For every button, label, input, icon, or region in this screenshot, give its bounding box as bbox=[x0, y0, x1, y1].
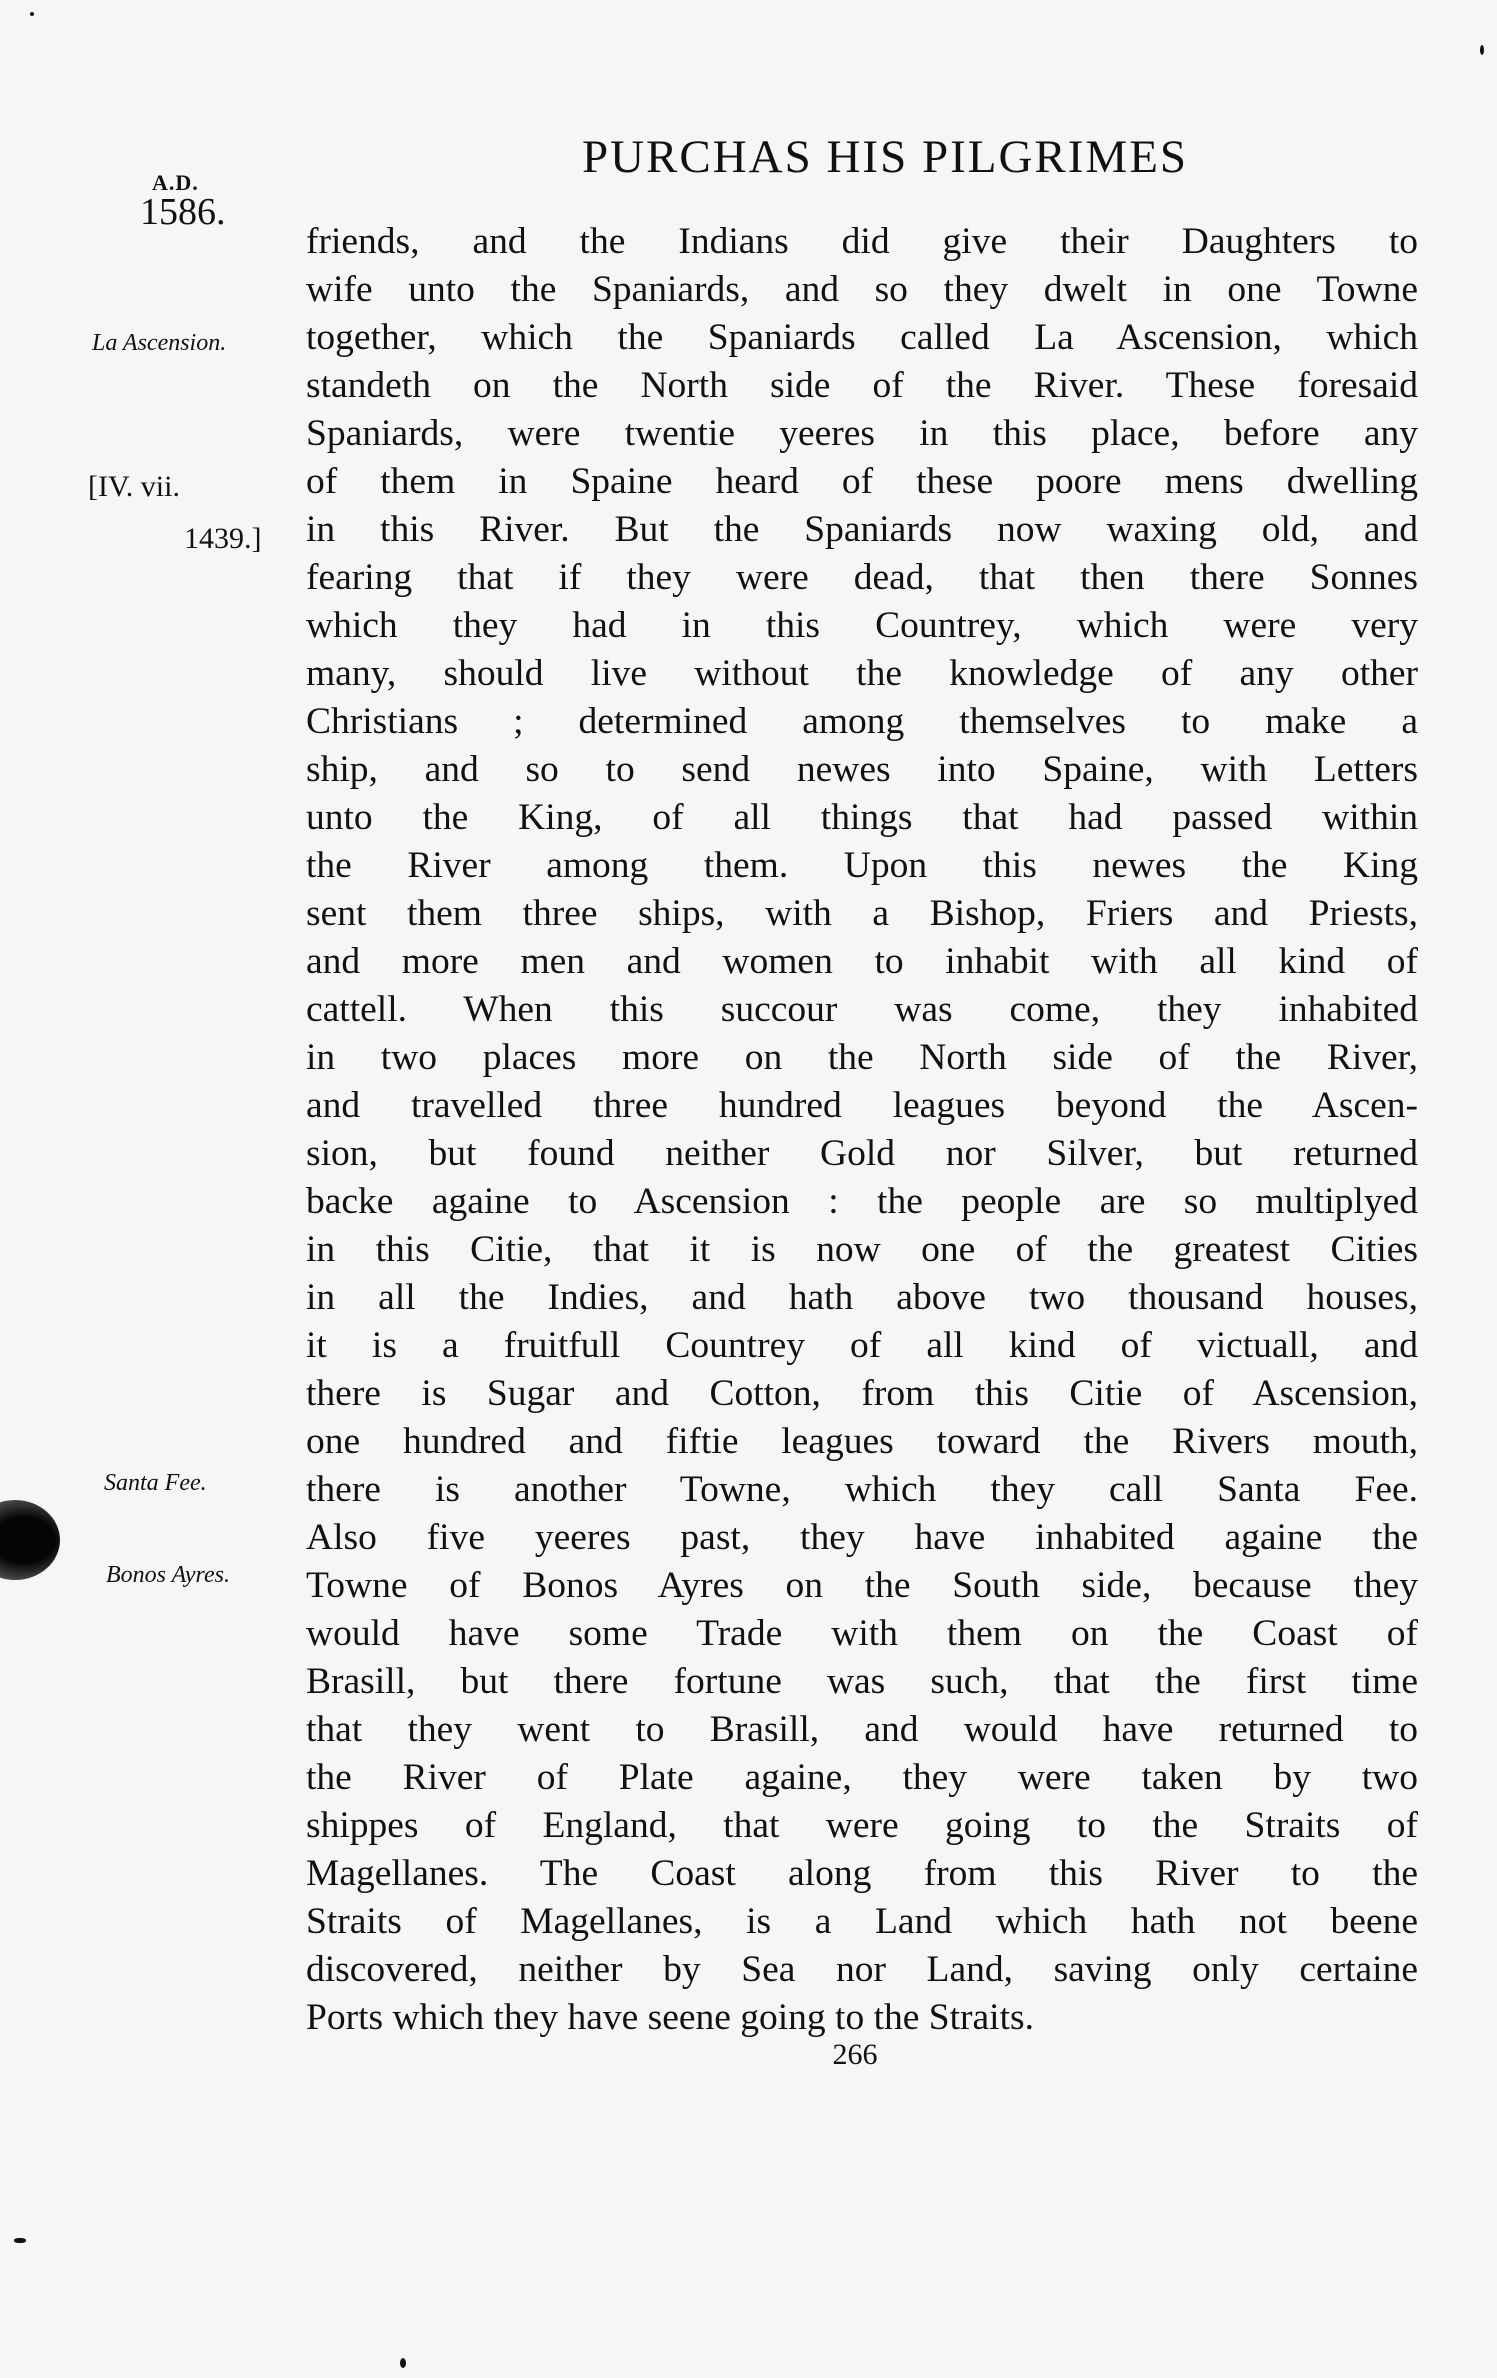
speck-decoration bbox=[400, 2358, 406, 2368]
text-line: Magellanes. The Coast along from this River to the bbox=[306, 1853, 1418, 1894]
text-line: in two places more on the North side of the River, bbox=[306, 1037, 1418, 1078]
speck-decoration bbox=[30, 12, 34, 16]
text-line: Brasill, but there fortune was such, that the first time bbox=[306, 1661, 1418, 1702]
speck-decoration bbox=[1480, 45, 1484, 55]
text-line: cattell. When this succour was come, they inhabited bbox=[306, 989, 1418, 1030]
text-line: many, should live without the knowledge of any other bbox=[306, 653, 1418, 694]
text-line: backe againe to Ascension : the people are so multiplyed bbox=[306, 1181, 1418, 1222]
text-line: standeth on the North side of the River. These foresaid bbox=[306, 365, 1418, 406]
text-line: ship, and so to send newes into Spaine, with Letters bbox=[306, 749, 1418, 790]
year-label: 1586. bbox=[140, 191, 226, 233]
text-line: Straits of Magellanes, is a Land which hath not beene bbox=[306, 1901, 1418, 1942]
text-line: of them in Spaine heard of these poore mens dwelling bbox=[306, 461, 1418, 502]
text-line: there is another Towne, which they call Santa Fee. bbox=[306, 1469, 1418, 1510]
text-line: in this River. But the Spaniards now waxing old, and bbox=[306, 509, 1418, 550]
ink-blot-decoration bbox=[0, 1500, 60, 1580]
body-text bbox=[306, 218, 1418, 2042]
text-line: the River of Plate againe, they were taken by two bbox=[306, 1757, 1418, 1798]
speck-decoration bbox=[14, 2238, 26, 2243]
text-line: Also five yeeres past, they have inhabited againe the bbox=[306, 1517, 1418, 1558]
text-line: Towne of Bonos Ayres on the South side, because they bbox=[306, 1565, 1418, 1606]
text-line: the River among them. Upon this newes the King bbox=[306, 845, 1418, 886]
text-line: wife unto the Spaniards, and so they dwelt in one Towne bbox=[306, 269, 1418, 310]
text-line: together, which the Spaniards called La Ascension, which bbox=[306, 317, 1418, 358]
text-line: and travelled three hundred leagues beyond the Ascen- bbox=[306, 1085, 1418, 1126]
text-line: friends, and the Indians did give their Daughters to bbox=[306, 221, 1418, 262]
text-line: in all the Indies, and hath above two thousand houses, bbox=[306, 1277, 1418, 1318]
margin-reference-line1: [IV. vii. bbox=[88, 470, 180, 503]
text-line: Spaniards, were twentie yeeres in this place, before any bbox=[306, 413, 1418, 454]
anno-domini-label: A.D. bbox=[152, 170, 199, 195]
page-number: 266 bbox=[832, 2038, 878, 2071]
text-line: in this Citie, that it is now one of the greatest Cities bbox=[306, 1229, 1418, 1270]
text-line: discovered, neither by Sea nor Land, saving only certaine bbox=[306, 1949, 1418, 1990]
page-title: PURCHAS HIS PILGRIMES bbox=[581, 131, 1189, 183]
text-line: Christians ; determined among themselves to make a bbox=[306, 701, 1418, 742]
text-line: unto the King, of all things that had passed within bbox=[306, 797, 1418, 838]
text-line: which they had in this Countrey, which were very bbox=[306, 605, 1418, 646]
text-line: Ports which they have seene going to the Straits. bbox=[306, 1997, 1034, 2038]
text-line: sion, but found neither Gold nor Silver, but returned bbox=[306, 1133, 1418, 1174]
text-line: one hundred and fiftie leagues toward the Rivers mouth, bbox=[306, 1421, 1418, 1462]
margin-note-bonos-ayres: Bonos Ayres. bbox=[106, 1562, 230, 1588]
text-line: and more men and women to inhabit with all kind of bbox=[306, 941, 1418, 982]
text-line: that they went to Brasill, and would have returned to bbox=[306, 1709, 1418, 1750]
text-line: it is a fruitfull Countrey of all kind of victuall, and bbox=[306, 1325, 1418, 1366]
text-line: shippes of England, that were going to the Straits of bbox=[306, 1805, 1418, 1846]
margin-reference-line2: 1439.] bbox=[184, 522, 262, 555]
margin-note-la-ascension: La Ascension. bbox=[92, 330, 227, 356]
text-line: would have some Trade with them on the Coast of bbox=[306, 1613, 1418, 1654]
text-line: sent them three ships, with a Bishop, Friers and Priests, bbox=[306, 893, 1418, 934]
text-line: fearing that if they were dead, that then there Sonnes bbox=[306, 557, 1418, 598]
margin-note-santa-fee: Santa Fee. bbox=[104, 1470, 207, 1496]
text-line: there is Sugar and Cotton, from this Citie of Ascension, bbox=[306, 1373, 1418, 1414]
